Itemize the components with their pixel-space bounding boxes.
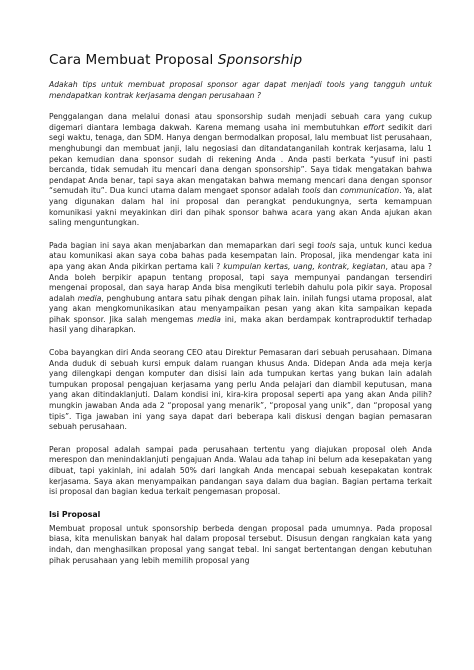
paragraph-2: Pada bagian ini saya akan menjabarkan dan memaparkan dari segi tools saja, untuk kunci kedua atau komunikasi akan saya coba bahas pada kesempatan lain. Proposal, jika mendengar kata ini apa yang akan Anda pikirkan pertama kali ? kumpulan kertas, uang, kontrak, kegiatan, atau apa ? Anda boleh berpikir apapun tentang proposal, tapi saya mempunyai pandangan tersendiri mengenai proposal, dan saya harap Anda bisa mengikuti terlebih dahulu pola pikir saya. Proposal adalah media, penghubung antara satu pihak dengan pihak lain. inilah fungsi utama proposal, alat yang akan mengkomunikasikan atau menyampaikan pesan yang akan kita sampaikan kepada pihak sponsor. Jika salah mengemas media ini, maka akan berdampak kontraproduktif terhadap hasil yang diharapkan. bbox=[49, 240, 433, 335]
paragraph-1: Penggalangan dana melalui donasi atau sponsorship sudah menjadi sebuah cara yang cukup digemari diantara lembaga dakwah. Karena memang usaha ini membutuhkan effort sedikit dari segi waktu, tenaga, dan SDM. Hanya dengan bermodalkan proposal, lalu membuat list perusahaan, menghubungi dan membuat janji, lalu negosiasi dan ditandatanganilah kontrak kerjasama, lalu 1 pekan kemudian dana sponsor sudah di rekening Anda . Anda pasti berkata “yusuf ini pasti bercanda, tidak semudah itu mencari dana dengan sponsorship”. Saya tidak mengatakan bahwa pendapat Anda benar, tapi saya akan mengatakan bahwa memang mencari dana dengan sponsor “semudah itu”. Dua kunci utama dalam mengaet sponsor adalah tools dan communication. Ya, alat yang digunakan dalam hal ini proposal dan perangkat pendukungnya, serta kemampuan komunikasi yakni meyakinkan diri dan pihak sponsor bahwa acara yang akan Anda ajukan akan saling menguntungkan. bbox=[49, 112, 432, 228]
paragraph-3: Coba bayangkan diri Anda seorang CEO atau Direktur Pemasaran dari sebuah perusahaan. Dimana Anda duduk di sebuah kursi empuk dalam ruangan khusus Anda. Didepan Anda ada meja kerja yang dilengkapi dengan komputer dan disisi lain ada tumpukan kertas yang bukan lain adalah tumpukan proposal pengajuan kerjasama yang perlu Anda pelajari dan diambil keputusan, mana yang akan ditindaklanjuti. Dalam kondisi ini, kira-kira proposal seperti apa yang akan Anda pilih? mungkin jawaban Anda ada 2 “proposal yang menarik”, “proposal yang unik”, dan “proposal yang tipis”. Tiga jawaban ini yang saya dapat dari beberapa kali diskusi dengan bagian pemasaran sebuah perusahaan. bbox=[49, 348, 432, 432]
lead-paragraph: Adakah tips untuk membuat proposal sponsor agar dapat menjadi tools yang tangguh untuk mendapatkan kontrak kerjasama dengan perusahaan ? bbox=[49, 80, 432, 100]
title-italic: Sponsorship bbox=[217, 52, 303, 68]
title-main: Cara Membuat Proposal bbox=[49, 52, 218, 68]
paragraph-5: Membuat proposal untuk sponsorship berbeda dengan proposal pada umumnya. Pada proposal biasa, kita menuliskan banyak hal dalam proposal tersebut. Disusun dengan rangkaian kata yang indah, dan menghasilkan proposal yang sangat tebal. Ini sangat bertentangan dengan kebutuhan pihak perusahaan yang lebih memilih proposal yang bbox=[49, 523, 432, 565]
page-title bbox=[49, 52, 432, 68]
section-heading: Isi Proposal bbox=[49, 509, 101, 519]
paragraph-4: Peran proposal adalah sampai pada perusahaan tertentu yang diajukan proposal oleh Anda merespon dan menindaklanjuti pengajuan Anda. Walau ada tahap ini belum ada kesepakatan yang dibuat, tapi yakinlah, ini adalah 50% dari langkah Anda mencapai sebuah kesepakatan kontrak kerjasama. Saya akan menyampaikan pandangan saya dalam dua bagian. Bagian pertama terkait isi proposal dan bagian kedua terkait pengemasan proposal. bbox=[49, 444, 432, 497]
